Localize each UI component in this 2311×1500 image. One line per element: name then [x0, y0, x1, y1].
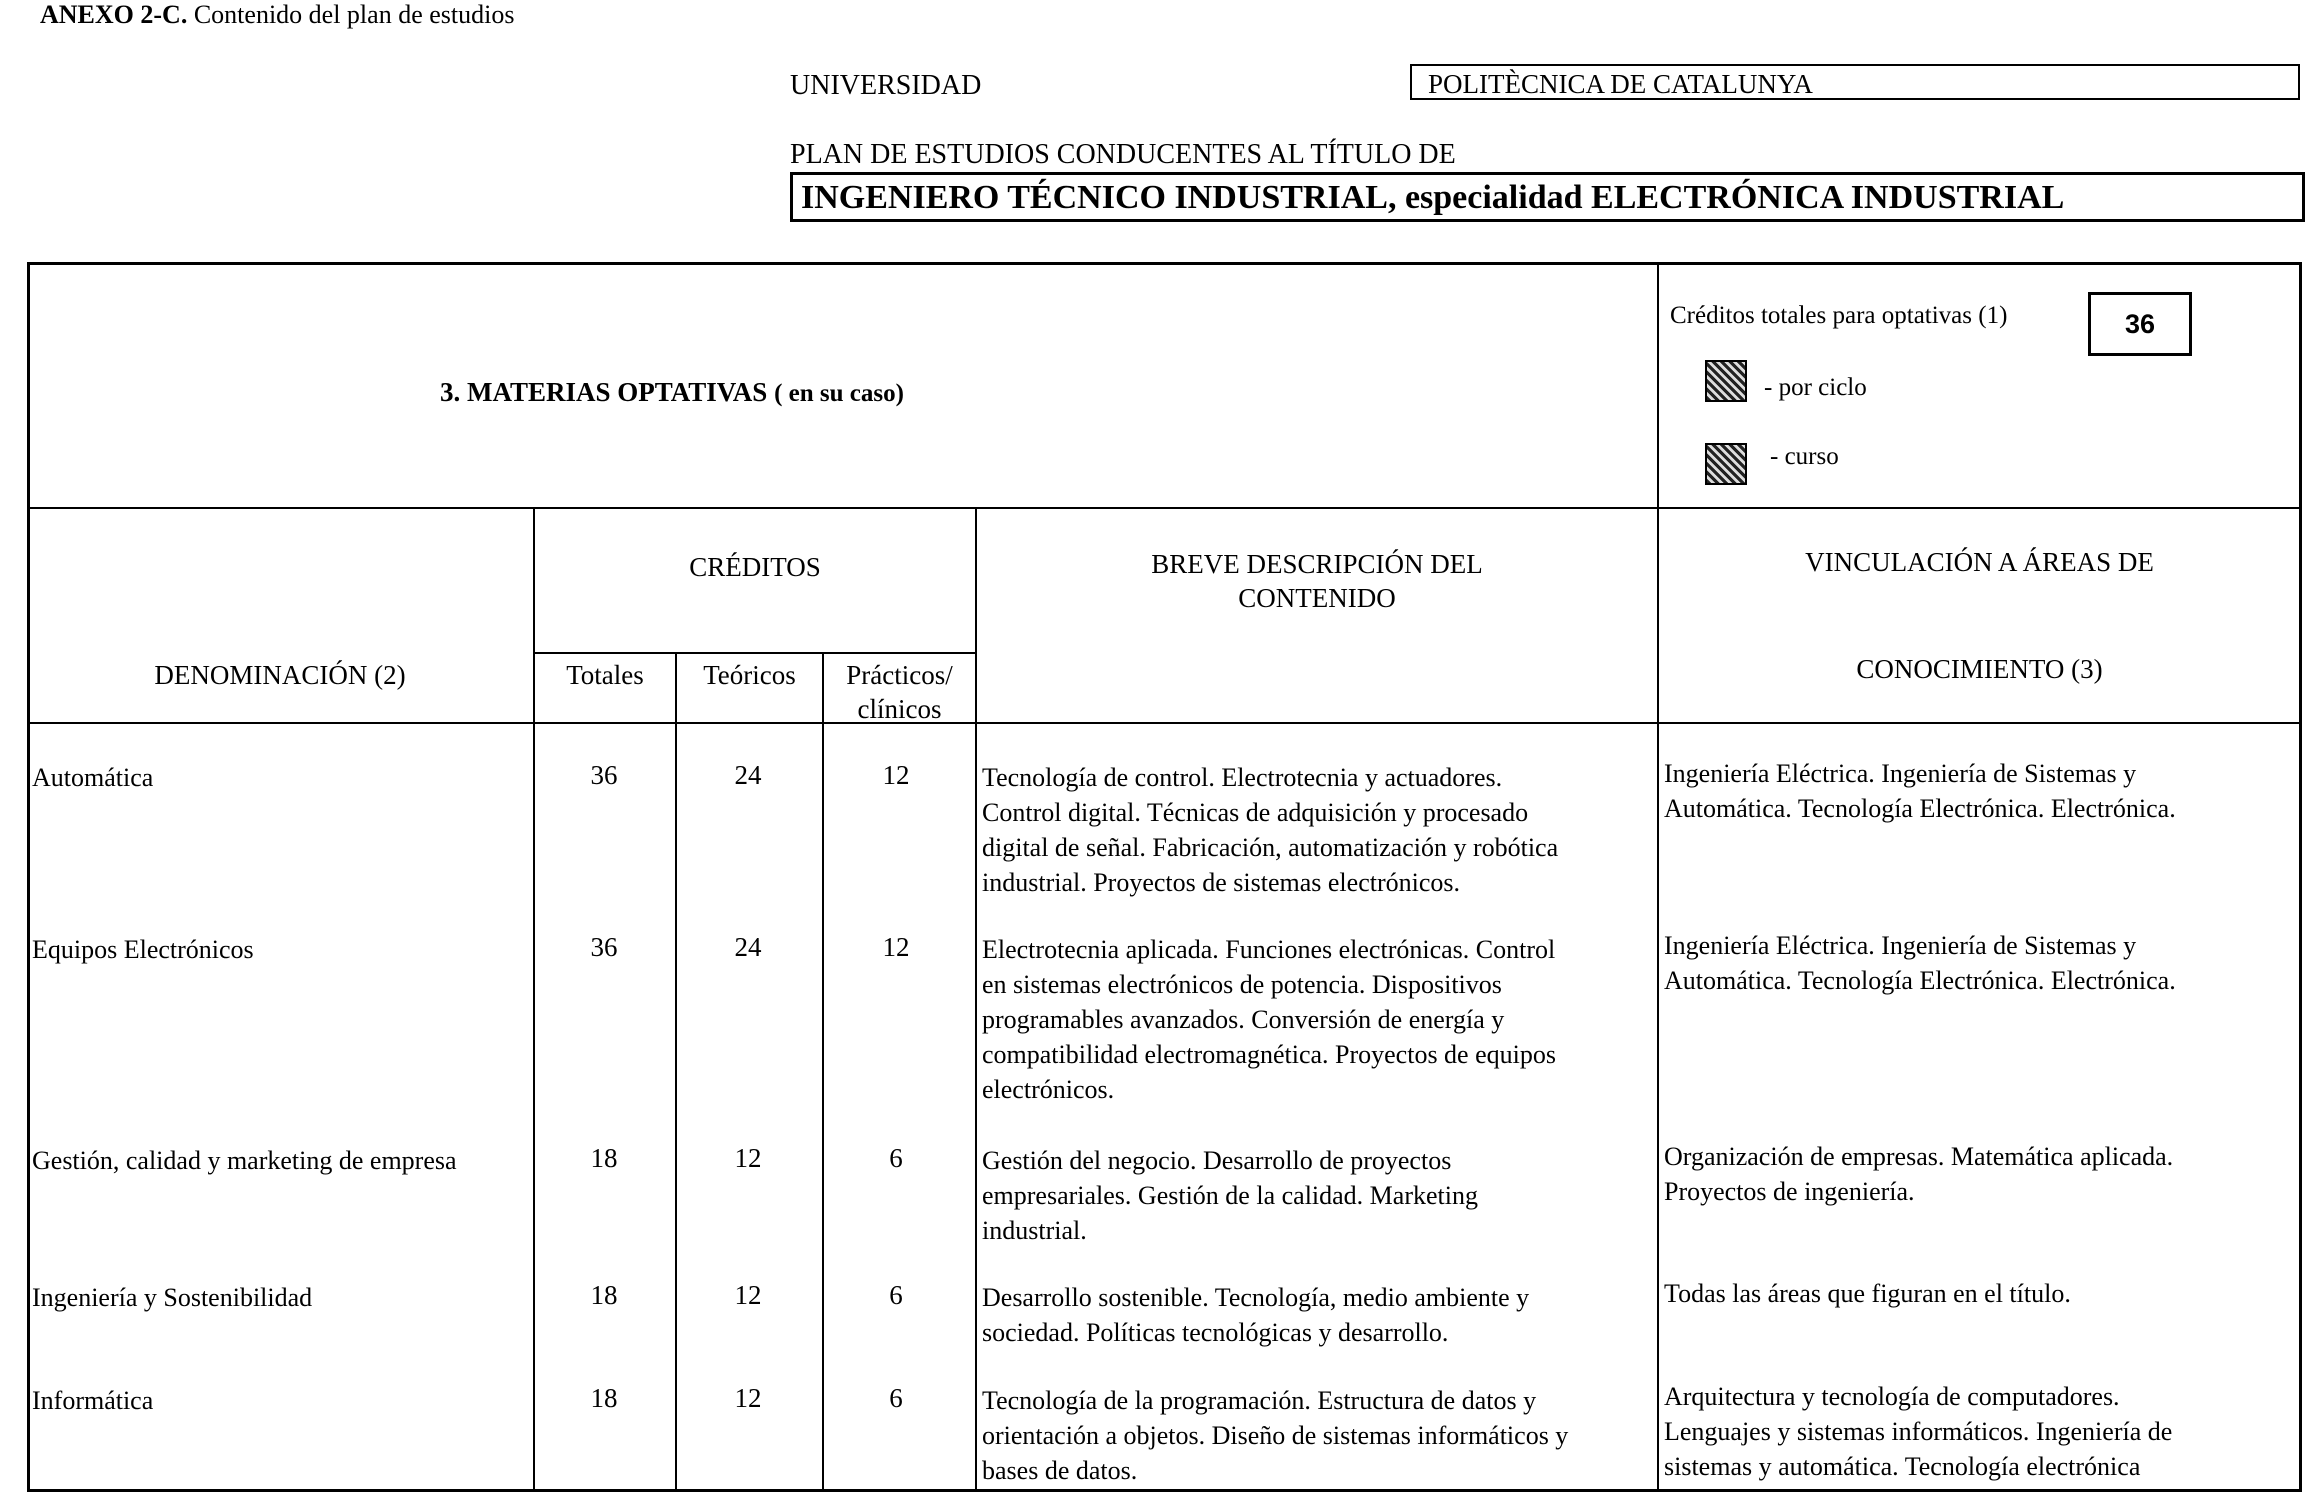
- header-denominacion: DENOMINACIÓN (2): [154, 660, 406, 690]
- row-teoricos: 12: [734, 1143, 762, 1173]
- row-teoricos: 12: [734, 1280, 762, 1310]
- row-description-line: Desarrollo sostenible. Tecnología, medio ambiente y: [982, 1283, 1530, 1312]
- column-header-divider: [27, 722, 2302, 724]
- header-descripcion-line1: BREVE DESCRIPCIÓN DEL: [1151, 549, 1483, 579]
- section-header-divider: [27, 507, 2302, 509]
- row-area-line: Ingeniería Eléctrica. Ingeniería de Sistemas y: [1664, 759, 2137, 788]
- row-area-line: Organización de empresas. Matemática aplicada.: [1664, 1142, 2174, 1171]
- row-area-line: Todas las áreas que figuran en el título.: [1664, 1279, 2071, 1308]
- header-practicos-line1: Prácticos/: [846, 660, 953, 690]
- row-area-line: sistemas y automática. Tecnología electrónica: [1664, 1452, 2141, 1481]
- row-name: Informática: [32, 1386, 154, 1415]
- header-vinculacion-line2: CONOCIMIENTO (3): [1856, 654, 2103, 684]
- header-teoricos: Teóricos: [703, 660, 796, 690]
- section-title-text: 3. MATERIAS OPTATIVAS: [440, 377, 768, 407]
- row-area-line: Ingeniería Eléctrica. Ingeniería de Sistemas y: [1664, 931, 2137, 960]
- section-title: [440, 377, 904, 408]
- row-totales: 36: [590, 932, 618, 962]
- university-label: UNIVERSIDAD: [790, 70, 982, 101]
- degree-title: INGENIERO TÉCNICO INDUSTRIAL, especialidad ELECTRÓNICA INDUSTRIAL: [790, 172, 2305, 222]
- row-area-line: Arquitectura y tecnología de computadores.: [1664, 1382, 2120, 1411]
- university-name: POLITÈCNICA DE CATALUNYA: [1410, 64, 2300, 100]
- row-totales: 18: [590, 1383, 618, 1413]
- row-description-line: digital de señal. Fabricación, automatización y robótica: [982, 833, 1559, 862]
- header-descripcion-line2: CONTENIDO: [1238, 583, 1396, 613]
- row-area-line: Automática. Tecnología Electrónica. Electrónica.: [1664, 794, 2176, 823]
- row-practicos: 12: [882, 760, 910, 790]
- annex-label: ANEXO 2-C.: [40, 0, 188, 29]
- practice-column-line: [822, 652, 824, 1492]
- row-name: Automática: [32, 763, 154, 792]
- per-course-marker-icon: [1705, 443, 1747, 485]
- annex-heading: [40, 0, 514, 30]
- header-vinculacion-line1: VINCULACIÓN A ÁREAS DE: [1805, 547, 2154, 577]
- row-totales: 36: [590, 760, 618, 790]
- row-description-line: Tecnología de la programación. Estructura de datos y: [982, 1386, 1537, 1415]
- row-description-line: industrial. Proyectos de sistemas electrónicos.: [982, 868, 1461, 897]
- row-description-line: electrónicos.: [982, 1075, 1115, 1104]
- row-practicos: 6: [889, 1143, 903, 1173]
- header-practicos: [824, 658, 975, 726]
- row-totales: 18: [590, 1143, 618, 1173]
- row-description-line: programables avanzados. Conversión de energía y: [982, 1005, 1505, 1034]
- row-description-line: industrial.: [982, 1216, 1087, 1245]
- section-title-suffix: ( en su caso): [774, 380, 904, 407]
- header-descripcion: [977, 547, 1657, 615]
- per-course-label: - curso: [1770, 443, 1839, 470]
- totals-column-line: [533, 507, 535, 1492]
- row-area-line: Lenguajes y sistemas informáticos. Ingeniería de: [1664, 1417, 2173, 1446]
- description-column-line: [975, 507, 977, 1492]
- row-name: Equipos Electrónicos: [32, 935, 254, 964]
- row-teoricos: 24: [734, 932, 762, 962]
- row-practicos: 12: [882, 932, 910, 962]
- row-area-line: Proyectos de ingeniería.: [1664, 1177, 1915, 1206]
- annex-text: Contenido del plan de estudios: [193, 0, 515, 29]
- row-description-line: empresariales. Gestión de la calidad. Marketing: [982, 1181, 1478, 1210]
- row-description-line: orientación a objetos. Diseño de sistemas informáticos y: [982, 1421, 1569, 1450]
- plan-label: PLAN DE ESTUDIOS CONDUCENTES AL TÍTULO DE: [790, 139, 1456, 170]
- row-totales: 18: [590, 1280, 618, 1310]
- row-name: Gestión, calidad y marketing de empresa: [32, 1146, 457, 1175]
- row-name: Ingeniería y Sostenibilidad: [32, 1283, 313, 1312]
- per-cycle-marker-icon: [1705, 360, 1747, 402]
- areas-column-line: [1657, 262, 1659, 1492]
- header-totales: Totales: [566, 660, 644, 690]
- row-description-line: Gestión del negocio. Desarrollo de proyectos: [982, 1146, 1452, 1175]
- row-description-line: en sistemas electrónicos de potencia. Dispositivos: [982, 970, 1502, 999]
- row-description-line: Tecnología de control. Electrotecnia y actuadores.: [982, 763, 1503, 792]
- optional-credits-label: Créditos totales para optativas (1): [1670, 302, 2008, 329]
- per-cycle-label: - por ciclo: [1764, 374, 1867, 401]
- row-description-line: Control digital. Técnicas de adquisición y procesado: [982, 798, 1529, 827]
- header-creditos: CRÉDITOS: [689, 552, 821, 582]
- row-description-line: sociedad. Políticas tecnológicas y desarrollo.: [982, 1318, 1449, 1347]
- row-description-line: Electrotecnia aplicada. Funciones electrónicas. Control: [982, 935, 1556, 964]
- row-teoricos: 24: [734, 760, 762, 790]
- credits-subheader-divider: [535, 652, 975, 654]
- row-teoricos: 12: [734, 1383, 762, 1413]
- row-practicos: 6: [889, 1280, 903, 1310]
- header-practicos-line2: clínicos: [857, 694, 942, 724]
- row-practicos: 6: [889, 1383, 903, 1413]
- theory-column-line: [675, 652, 677, 1492]
- row-description-line: bases de datos.: [982, 1456, 1138, 1485]
- row-area-line: Automática. Tecnología Electrónica. Electrónica.: [1664, 966, 2176, 995]
- optional-credits-value: 36: [2088, 292, 2192, 356]
- row-description-line: compatibilidad electromagnética. Proyectos de equipos: [982, 1040, 1556, 1069]
